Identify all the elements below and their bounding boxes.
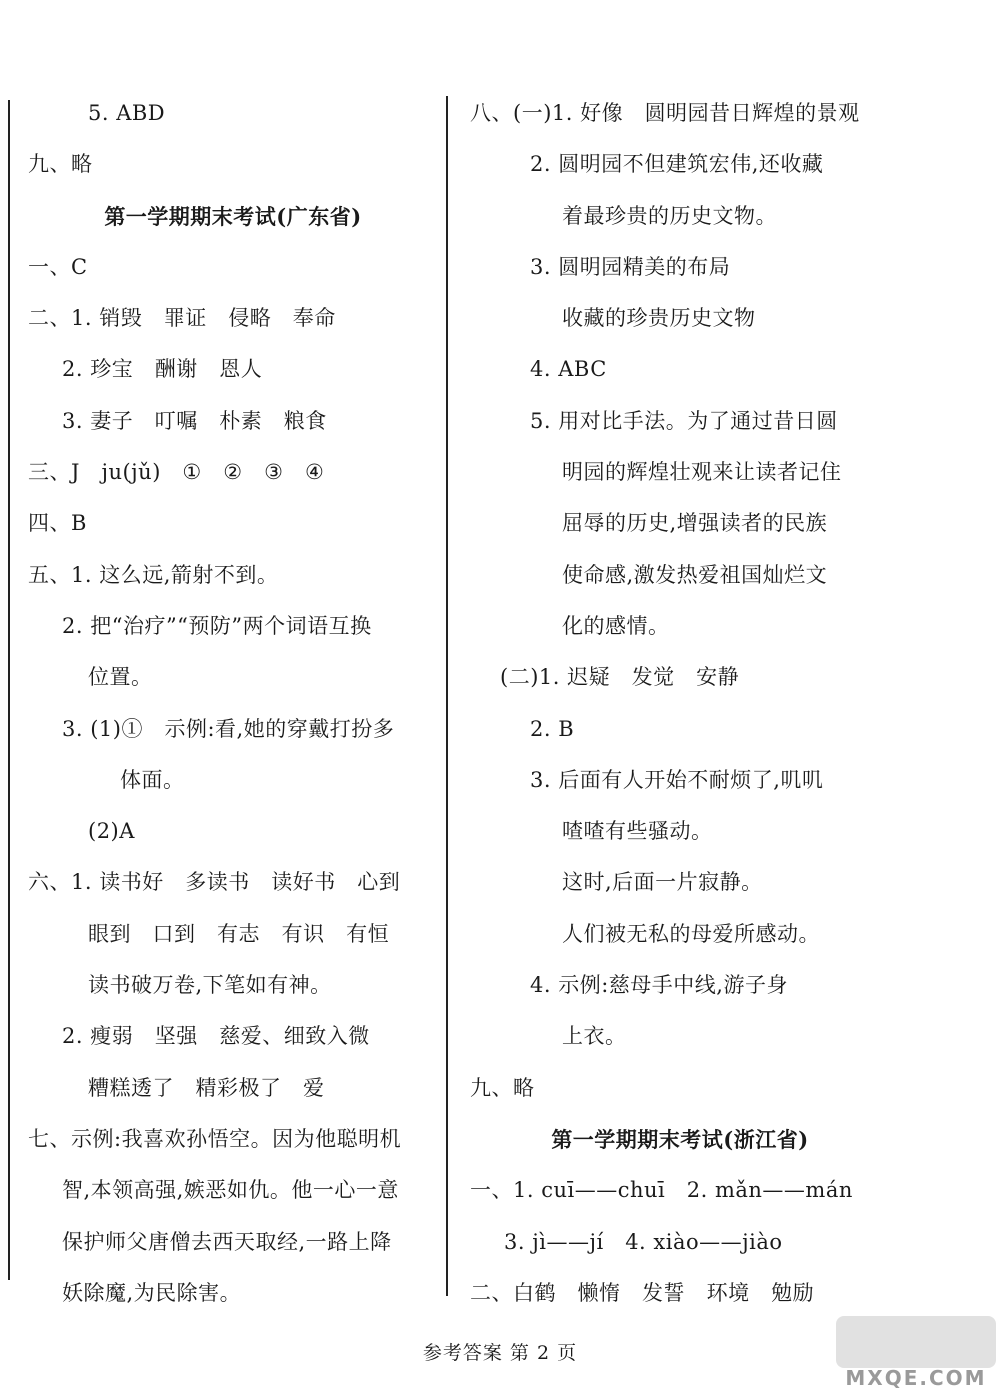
answer-line: 5. ABD [88, 101, 166, 125]
answer-line: 4. 示例:慈母手中线,游子身 [530, 973, 788, 998]
answer-line: 4. ABC [530, 357, 607, 382]
left-margin-rule [8, 100, 10, 1280]
answer-line: 体面。 [120, 767, 185, 792]
answer-line: 位置。 [88, 665, 153, 690]
watermark-text: MXQE.COM [845, 1366, 987, 1390]
column-divider [446, 96, 448, 1296]
left-column [28, 88, 438, 1319]
answer-line: 五、1. 这么远,箭射不到。 [28, 562, 279, 587]
watermark-logo [836, 1316, 996, 1396]
watermark-mark-icon [836, 1316, 996, 1368]
answer-line: 二、白鹤 懒惰 发誓 环境 勉励 [470, 1280, 815, 1305]
answer-line: 3. 妻子 叮嘱 朴素 粮食 [62, 408, 327, 433]
answer-line: 这时,后面一片寂静。 [562, 870, 763, 895]
answer-line: 妖除魔,为民除害。 [62, 1280, 242, 1305]
answer-line: 糟糕透了 精彩极了 爱 [88, 1075, 325, 1100]
answer-line: 2. 珍宝 酬谢 恩人 [62, 357, 263, 382]
section-heading-zhejiang: 第一学期期末考试(浙江省) [551, 1126, 809, 1152]
answer-line: 上衣。 [562, 1024, 627, 1049]
answer-line: 使命感,激发热爱祖国灿烂文 [562, 562, 828, 587]
answer-line: 3. 后面有人开始不耐烦了,叽叽 [530, 767, 824, 792]
answer-line: 3. 圆明园精美的布局 [530, 254, 731, 279]
answer-line: (2)A [88, 819, 135, 844]
answer-line: 保护师父唐僧去西天取经,一路上降 [62, 1229, 392, 1254]
answer-line: 2. B [530, 716, 575, 741]
answer-line: 5. 用对比手法。为了通过昔日圆 [530, 408, 838, 433]
answer-line: 2. 圆明园不但建筑宏伟,还收藏 [530, 152, 824, 177]
answer-line: 七、示例:我喜欢孙悟空。因为他聪明机 [28, 1126, 402, 1151]
answer-line: 九、略 [28, 152, 93, 177]
answer-line: (二)1. 迟疑 发觉 安静 [500, 665, 740, 690]
answer-line: 3. jì——jí 4. xiào——jiào [504, 1229, 783, 1254]
answer-line: 二、1. 销毁 罪证 侵略 奉命 [28, 306, 336, 331]
section-heading-guangdong: 第一学期期末考试(广东省) [104, 203, 362, 229]
answer-line: 八、(一)1. 好像 圆明园昔日辉煌的景观 [470, 101, 860, 125]
answer-line: 四、B [28, 511, 87, 536]
answer-line: 眼到 口到 有志 有识 有恒 [88, 921, 390, 946]
answer-line: 读书破万卷,下笔如有神。 [88, 973, 332, 998]
answer-line: 2. 瘦弱 坚强 慈爱、细致入微 [62, 1024, 370, 1049]
answer-line: 着最珍贵的历史文物。 [562, 203, 777, 228]
answer-line: 一、1. cuī——chuī 2. mǎn——mán [470, 1178, 853, 1203]
answer-line: 九、略 [470, 1075, 535, 1100]
answer-line: 三、J ju(jǔ) ① ② ③ ④ [28, 460, 325, 485]
answer-line: 收藏的珍贵历史文物 [562, 306, 756, 331]
answer-line: 智,本领高强,嫉恶如仇。他一心一意 [62, 1178, 399, 1203]
answer-line: 3. (1)① 示例:看,她的穿戴打扮多 [62, 716, 395, 741]
answer-line: 2. 把“治疗”“预防”两个词语互换 [62, 613, 372, 638]
page-footer: 参考答案 第 2 页 [422, 1342, 578, 1364]
answer-line: 六、1. 读书好 多读书 读好书 心到 [28, 870, 401, 895]
answer-line: 喳喳有些骚动。 [562, 819, 713, 844]
answer-line: 人们被无私的母爱所感动。 [562, 921, 820, 946]
answer-line: 化的感情。 [562, 613, 670, 638]
answer-line: 屈辱的历史,增强读者的民族 [562, 511, 828, 536]
right-column [470, 88, 890, 1319]
answer-line: 一、C [28, 254, 88, 279]
answer-line: 明园的辉煌壮观来让读者记住 [562, 460, 842, 485]
